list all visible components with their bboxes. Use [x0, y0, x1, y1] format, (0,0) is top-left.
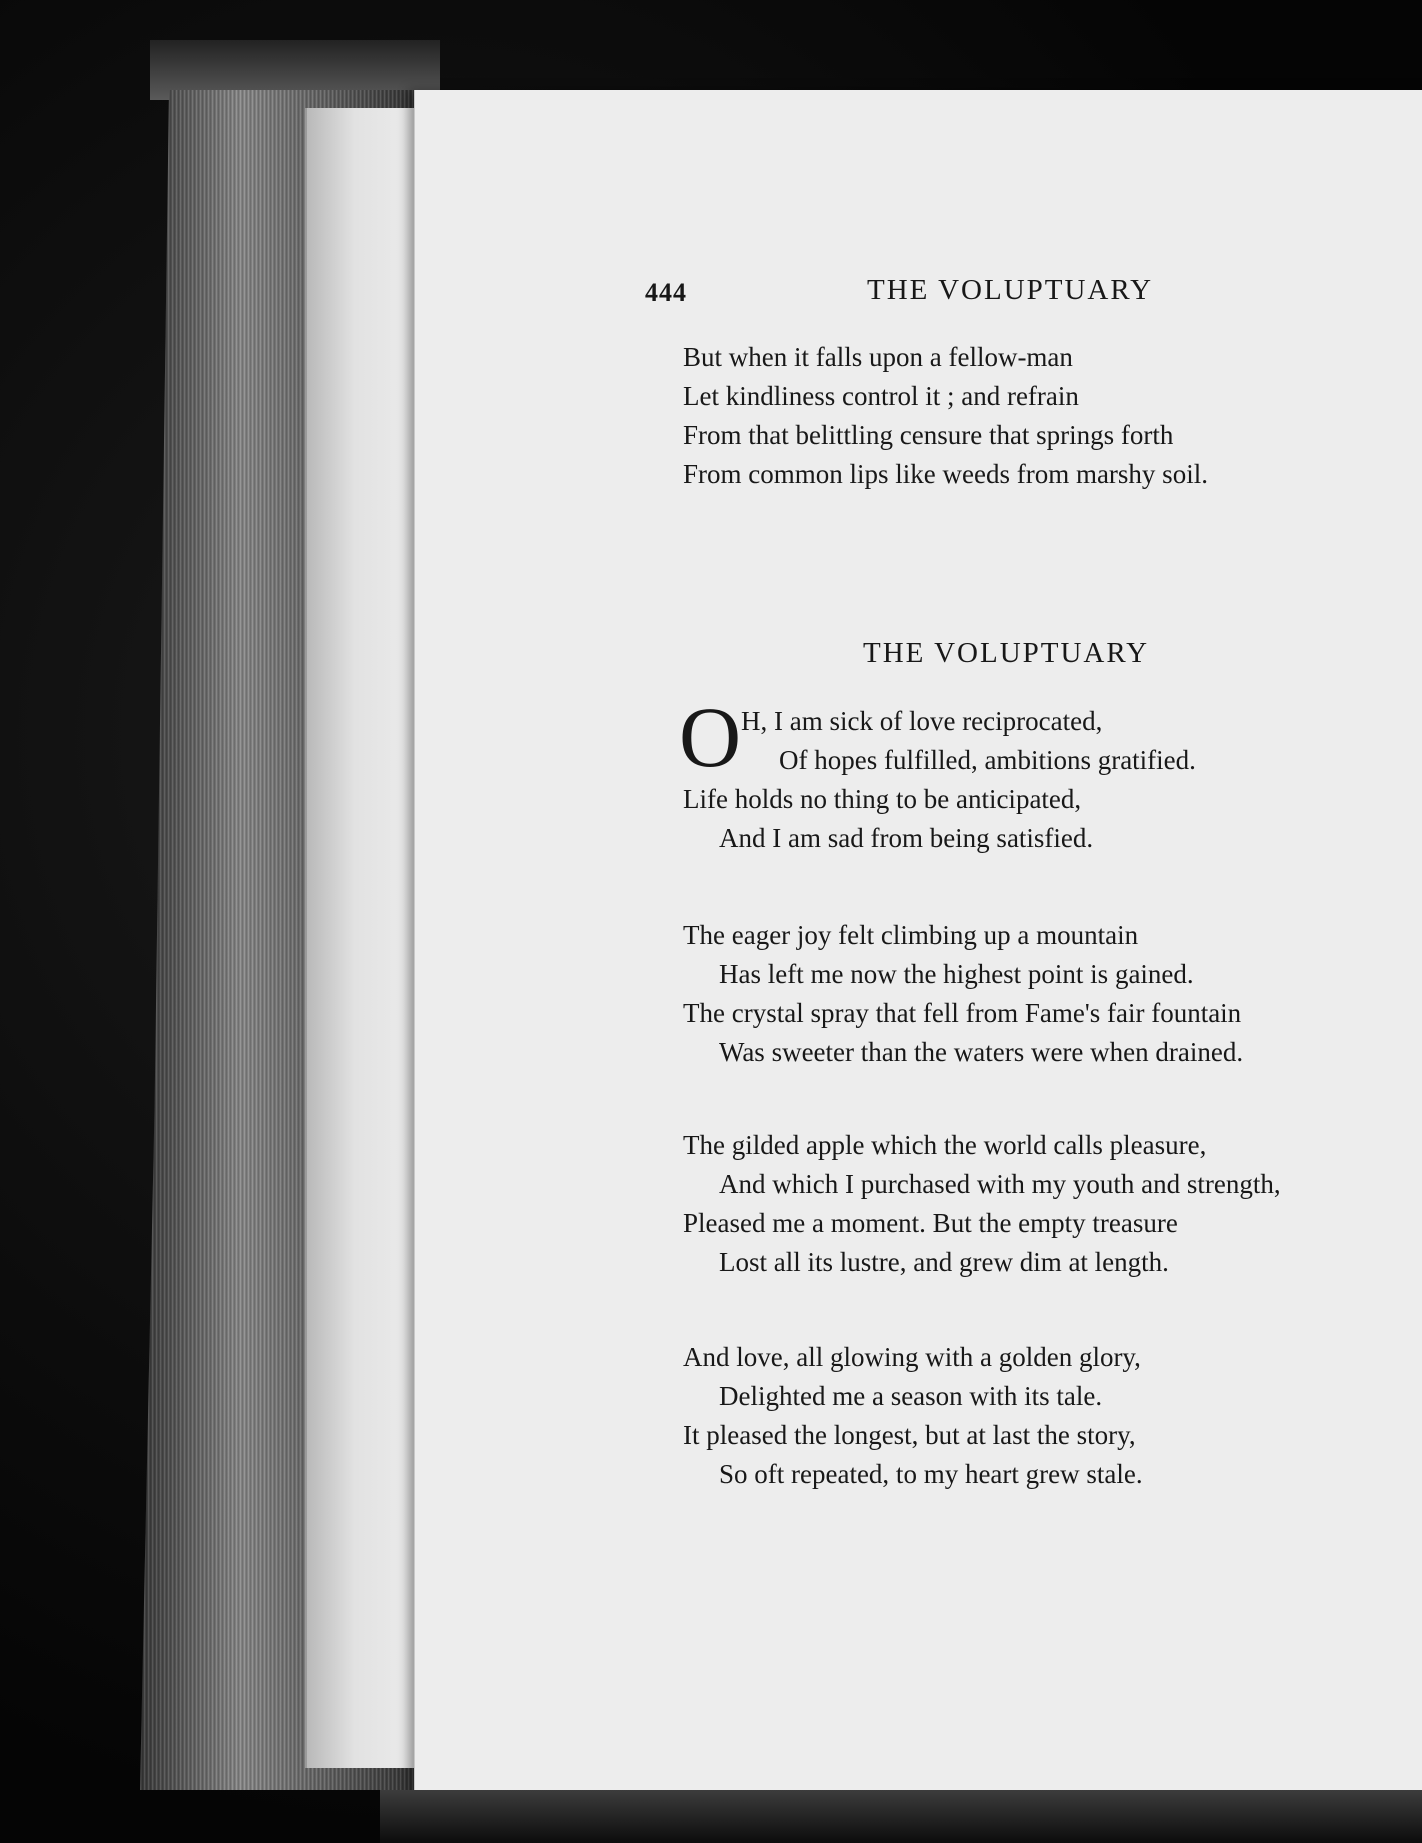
verse-line: Pleased me a moment. But the empty treasure — [683, 1208, 1178, 1238]
verse-line: Of hopes fulfilled, ambitions gratified. — [779, 745, 1196, 775]
verse-line: Lost all its lustre, and grew dim at length. — [719, 1247, 1169, 1277]
verse-line: The gilded apple which the world calls pleasure, — [683, 1130, 1207, 1160]
verse-line: But when it falls upon a fellow-man — [683, 342, 1073, 372]
drop-cap-block — [679, 689, 1422, 785]
verse-line: From that belittling censure that springs forth — [683, 420, 1174, 450]
verse-line: Delighted me a season with its tale. — [719, 1381, 1103, 1411]
verse-line: Has left me now the highest point is gained. — [719, 959, 1194, 989]
verse-line: So oft repeated, to my heart grew stale. — [719, 1459, 1143, 1489]
poem-title: THE VOLUPTUARY — [863, 637, 1150, 669]
verse-line: The crystal spray that fell from Fame's fair fountain — [683, 998, 1242, 1028]
stanza-3 — [683, 1126, 1422, 1282]
verse-line: From common lips like weeds from marshy soil. — [683, 459, 1208, 489]
verse-line: It pleased the longest, but at last the story, — [683, 1420, 1136, 1450]
running-head — [645, 274, 1405, 314]
page-number: 444 — [645, 278, 687, 307]
continued-verse — [683, 338, 1422, 494]
stanza-4 — [683, 1338, 1422, 1494]
verse-line: And which I purchased with my youth and strength, — [719, 1169, 1281, 1199]
verse-line: Was sweeter than the waters were when drained. — [719, 1037, 1244, 1067]
book-page — [414, 90, 1422, 1800]
verse-line: Life holds no thing to be anticipated, — [683, 784, 1082, 814]
stanza-1 — [679, 689, 1422, 858]
verse-line: Let kindliness control it ; and refrain — [683, 381, 1079, 411]
verse-line: And love, all glowing with a golden glory, — [683, 1342, 1141, 1372]
page-content — [415, 90, 1422, 1800]
verse-line: And I am sad from being satisfied. — [719, 823, 1094, 853]
stanza-2 — [683, 916, 1422, 1072]
verse-line: The eager joy felt climbing up a mountain — [683, 920, 1139, 950]
bottom-shadow — [380, 1790, 1422, 1843]
back-page-sliver — [305, 108, 427, 1768]
drop-cap: O — [679, 689, 742, 785]
running-title: THE VOLUPTUARY — [867, 274, 1154, 306]
drop-cap-lines — [683, 702, 1422, 780]
verse-line: H, I am sick of love reciprocated, — [741, 706, 1103, 736]
